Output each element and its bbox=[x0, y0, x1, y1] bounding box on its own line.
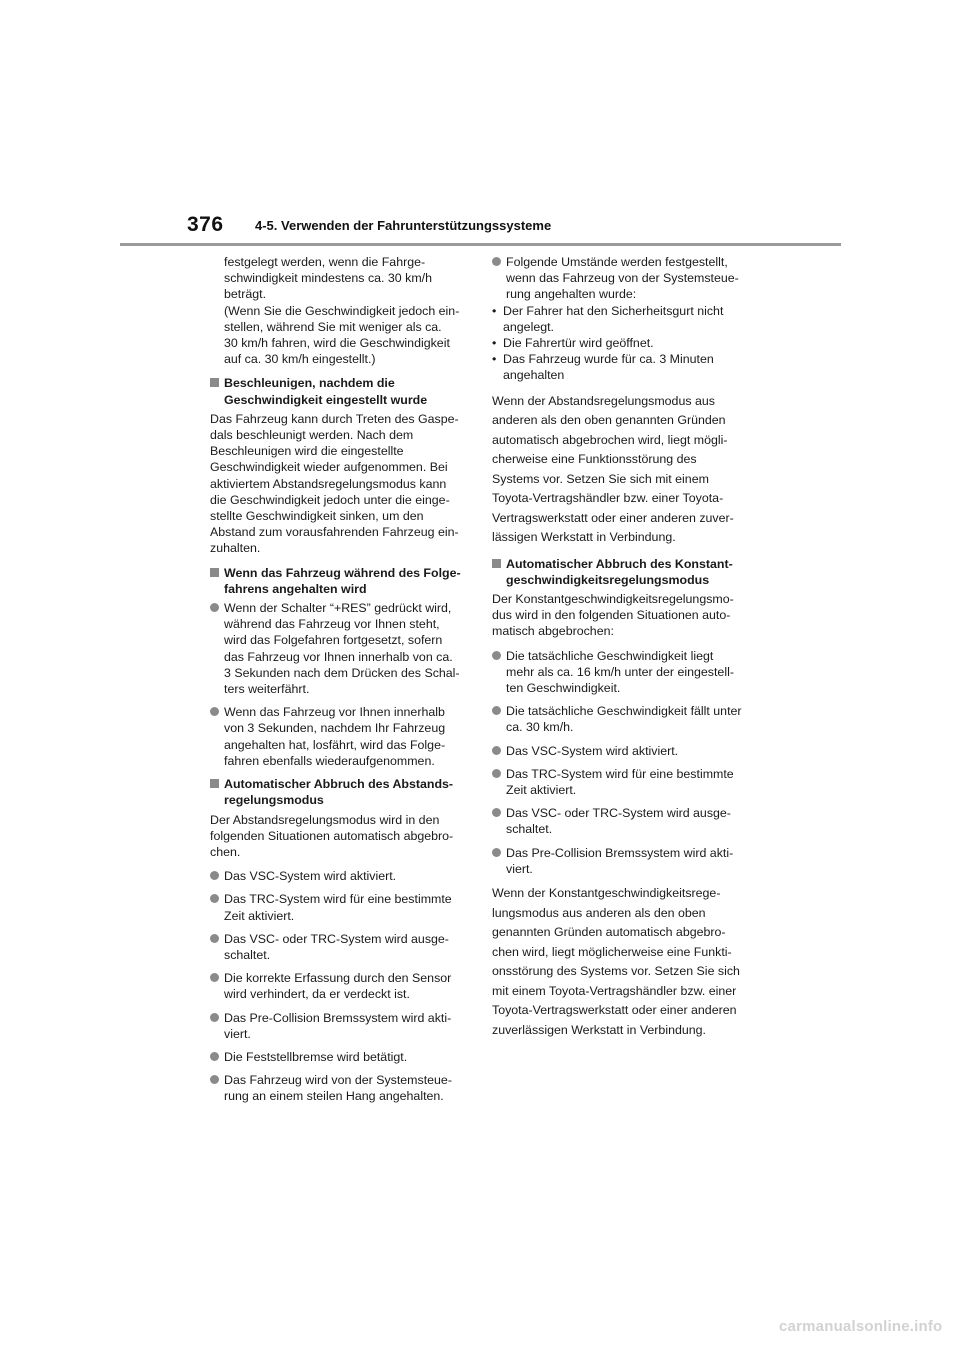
text-line: matisch abgebrochen: bbox=[492, 624, 614, 639]
sub-list-item bbox=[492, 303, 752, 335]
watermark: carmanualsonline.info bbox=[779, 1318, 943, 1335]
text-line: 30 km/h fahren, wird die Geschwindigkeit bbox=[224, 336, 450, 351]
list-item bbox=[492, 648, 752, 697]
text-line: Wenn der Schalter “+RES” gedrückt wird, bbox=[224, 601, 452, 616]
text-line: Das TRC-System wird für eine bestimmte bbox=[506, 766, 734, 781]
list-item bbox=[210, 704, 466, 769]
text-line: Wenn das Fahrzeug vor Ihnen innerhalb bbox=[224, 705, 445, 720]
text-line: zuverlässigen Werkstatt in Verbindung. bbox=[492, 1022, 706, 1037]
heading-line: Automatischer Abbruch des Abstands- bbox=[224, 777, 454, 792]
list-item bbox=[210, 931, 466, 963]
list-item bbox=[492, 743, 752, 759]
text-line: automatisch abgebrochen wird, liegt mögli- bbox=[492, 432, 728, 447]
text-line: viert. bbox=[224, 1026, 251, 1041]
list-item bbox=[492, 766, 752, 798]
text-line: stellen, während Sie mit weniger als ca. bbox=[224, 319, 442, 334]
circle-bullet-icon bbox=[210, 1013, 219, 1022]
text-line: Abstand zum vorausfahrenden Fahrzeug ein- bbox=[210, 525, 459, 540]
text-line: Das Fahrzeug wird von der Systemsteue- bbox=[224, 1073, 452, 1088]
text-line: angelegt. bbox=[503, 319, 554, 334]
text-line: Die tatsächliche Geschwindigkeit liegt bbox=[506, 648, 714, 663]
paragraph bbox=[492, 392, 752, 548]
heading-line: Automatischer Abbruch des Konstant- bbox=[506, 556, 733, 571]
text-line: • Das Fahrzeug wurde für ca. 3 Minuten bbox=[503, 352, 714, 367]
text-line: cherweise eine Funktionsstörung des bbox=[492, 452, 697, 467]
text-line: Das VSC-System wird aktiviert. bbox=[224, 869, 397, 884]
circle-bullet-icon bbox=[210, 894, 219, 903]
text-line: viert. bbox=[506, 861, 533, 876]
paragraph bbox=[492, 884, 752, 1040]
text-line: Das VSC-System wird aktiviert. bbox=[506, 743, 679, 758]
circle-bullet-icon bbox=[492, 651, 501, 660]
heading-cruise-cancel bbox=[492, 556, 752, 588]
text-line: aktiviertem Abstandsregelungsmodus kann bbox=[210, 476, 447, 491]
paragraph bbox=[492, 591, 752, 640]
text-line: chen wird, liegt möglicherweise eine Funkti- bbox=[492, 944, 732, 959]
text-line: schaltet. bbox=[506, 822, 553, 837]
sub-list-item bbox=[492, 351, 752, 383]
text-line: onsstörung des Systems vor. Setzen Sie sich bbox=[492, 964, 740, 979]
text-line: rung angehalten wurde: bbox=[506, 287, 637, 302]
text-line: fahren ebenfalls wiederaufgenommen. bbox=[224, 753, 435, 768]
list-item bbox=[210, 970, 466, 1002]
list-item bbox=[210, 1010, 466, 1042]
circle-bullet-icon bbox=[492, 257, 501, 266]
text-line: • Die Fahrertür wird geöffnet. bbox=[503, 336, 654, 351]
text-line: Geschwindigkeit wieder aufgenommen. Bei bbox=[210, 460, 448, 475]
text-line: ters weiterfährt. bbox=[224, 682, 310, 697]
circle-bullet-icon bbox=[210, 603, 219, 612]
text-line: dals beschleunigt werden. Nach dem bbox=[210, 428, 414, 443]
list-item bbox=[492, 845, 752, 877]
circle-bullet-icon bbox=[492, 746, 501, 755]
text-line: schwindigkeit mindestens ca. 30 km/h bbox=[224, 271, 432, 286]
list-item bbox=[492, 254, 752, 303]
text-line: Folgende Umstände werden festgestellt, bbox=[506, 255, 728, 269]
text-line: Die korrekte Erfassung durch den Sensor bbox=[224, 971, 452, 986]
text-line: schaltet. bbox=[224, 947, 271, 962]
text-line: Die Feststellbremse wird betätigt. bbox=[224, 1049, 408, 1064]
text-line: 3 Sekunden nach dem Drücken des Schal- bbox=[224, 665, 460, 680]
square-bullet-icon bbox=[210, 568, 219, 577]
circle-bullet-icon bbox=[210, 707, 219, 716]
circle-bullet-icon bbox=[210, 934, 219, 943]
left-column bbox=[210, 254, 466, 1112]
heading-line: Beschleunigen, nachdem die bbox=[224, 376, 395, 391]
sub-list-item bbox=[492, 335, 752, 351]
text-line: wird das Folgefahren fortgesetzt, sofern bbox=[224, 633, 443, 648]
text-line: angehalten bbox=[503, 368, 565, 383]
sub-list bbox=[492, 303, 752, 384]
text-line: stellte Geschwindigkeit sinken, um den bbox=[210, 509, 424, 524]
circle-bullet-icon bbox=[492, 808, 501, 817]
text-line: ten Geschwindigkeit. bbox=[506, 681, 621, 696]
square-bullet-icon bbox=[492, 559, 501, 568]
list-item bbox=[210, 600, 466, 697]
text-line: Beschleunigen wird die eingestellte bbox=[210, 444, 404, 459]
heading-line: Wenn das Fahrzeug während des Folge- bbox=[224, 565, 461, 580]
text-line: Das Pre-Collision Bremssystem wird akti- bbox=[506, 845, 734, 860]
text-line: Systems vor. Setzen Sie sich mit einem bbox=[492, 471, 709, 486]
heading-follow-stop bbox=[210, 565, 466, 597]
square-bullet-icon bbox=[210, 779, 219, 788]
text-line: lässigen Werkstatt in Verbindung. bbox=[492, 530, 676, 545]
list-item bbox=[210, 1049, 466, 1065]
circle-bullet-icon bbox=[210, 871, 219, 880]
text-line: Wenn der Abstandsregelungsmodus aus bbox=[492, 393, 715, 408]
page-number: 376 bbox=[187, 213, 224, 236]
text-line: rung an einem steilen Hang angehalten. bbox=[224, 1089, 444, 1104]
text-line: Vertragswerkstatt oder einer anderen zuver- bbox=[492, 510, 734, 525]
text-line: anderen als den oben genannten Gründen bbox=[492, 413, 726, 428]
text-line: genannten Gründen automatisch abgebro- bbox=[492, 925, 726, 940]
text-line: während das Fahrzeug vor Ihnen steht, bbox=[224, 617, 440, 632]
section-title: 4-5. Verwenden der Fahrunterstützungssysteme bbox=[255, 218, 552, 233]
text-line: beträgt. bbox=[224, 287, 267, 302]
intro-paragraph bbox=[210, 254, 466, 367]
header-divider bbox=[120, 243, 841, 246]
circle-bullet-icon bbox=[492, 848, 501, 857]
heading-distance-cancel bbox=[210, 776, 466, 808]
text-line: die Geschwindigkeit jedoch unter die einge- bbox=[210, 492, 450, 507]
text-line: Wenn der Konstantgeschwindigkeitsrege- bbox=[492, 886, 721, 901]
text-line: wenn das Fahrzeug von der Systemsteue- bbox=[506, 271, 739, 286]
text-line: Das VSC- oder TRC-System wird ausge- bbox=[224, 931, 449, 946]
circle-bullet-icon bbox=[492, 706, 501, 715]
paragraph bbox=[210, 812, 466, 861]
text-line: Das Pre-Collision Bremssystem wird akti- bbox=[224, 1010, 452, 1025]
circle-bullet-icon bbox=[210, 973, 219, 982]
text-line: Zeit aktiviert. bbox=[506, 783, 577, 798]
text-line: das Fahrzeug vor Ihnen innerhalb von ca. bbox=[224, 649, 453, 664]
list-item bbox=[210, 868, 466, 884]
text-line: Der Abstandsregelungsmodus wird in den bbox=[210, 812, 440, 827]
text-line: dus wird in den folgenden Situationen auto- bbox=[492, 608, 731, 623]
square-bullet-icon bbox=[210, 378, 219, 387]
heading-line: geschwindigkeitsregelungsmodus bbox=[506, 572, 710, 587]
paragraph bbox=[210, 411, 466, 557]
heading-line: fahrens angehalten wird bbox=[224, 581, 367, 596]
heading-accelerate bbox=[210, 375, 466, 407]
text-line: chen. bbox=[210, 844, 241, 859]
text-line: • Der Fahrer hat den Sicherheitsgurt nicht bbox=[503, 303, 724, 318]
list-item bbox=[492, 805, 752, 837]
text-line: Das VSC- oder TRC-System wird ausge- bbox=[506, 806, 731, 821]
text-line: mehr als ca. 16 km/h unter der eingestell- bbox=[506, 664, 734, 679]
text-line: ca. 30 km/h. bbox=[506, 720, 574, 735]
text-line: auf ca. 30 km/h eingestellt.) bbox=[224, 352, 376, 367]
text-line: von 3 Sekunden, nachdem Ihr Fahrzeug bbox=[224, 721, 446, 736]
text-line: Zeit aktiviert. bbox=[224, 908, 295, 923]
circle-bullet-icon bbox=[210, 1052, 219, 1061]
circle-bullet-icon bbox=[210, 1075, 219, 1084]
list-item bbox=[210, 1072, 466, 1104]
text-line: Der Konstantgeschwindigkeitsregelungsmo- bbox=[492, 592, 734, 607]
text-line: mit einem Toyota-Vertragshändler bzw. einer bbox=[492, 983, 737, 998]
text-line: Die tatsächliche Geschwindigkeit fällt unter bbox=[506, 704, 742, 719]
circle-bullet-icon bbox=[492, 769, 501, 778]
text-line: festgelegt werden, wenn die Fahrge- bbox=[224, 255, 426, 269]
text-line: folgenden Situationen automatisch abgebro- bbox=[210, 828, 454, 843]
text-line: wird verhindert, da er verdeckt ist. bbox=[224, 987, 410, 1002]
heading-line: Geschwindigkeit eingestellt wurde bbox=[224, 392, 428, 407]
text-line: Das Fahrzeug kann durch Treten des Gaspe- bbox=[210, 411, 459, 426]
list-item bbox=[492, 703, 752, 735]
text-line: lungsmodus aus anderen als den oben bbox=[492, 905, 706, 920]
list-item bbox=[210, 891, 466, 923]
text-line: angehalten hat, losfährt, wird das Folge- bbox=[224, 737, 446, 752]
text-line: (Wenn Sie die Geschwindigkeit jedoch ein- bbox=[224, 303, 460, 318]
right-column bbox=[492, 254, 752, 1048]
heading-line: regelungsmodus bbox=[224, 793, 324, 808]
text-line: zuhalten. bbox=[210, 541, 261, 556]
text-line: Das TRC-System wird für eine bestimmte bbox=[224, 892, 452, 907]
text-line: Toyota-Vertragshändler bzw. einer Toyota- bbox=[492, 491, 724, 506]
text-line: Toyota-Vertragswerkstatt oder einer anderen bbox=[492, 1003, 737, 1018]
